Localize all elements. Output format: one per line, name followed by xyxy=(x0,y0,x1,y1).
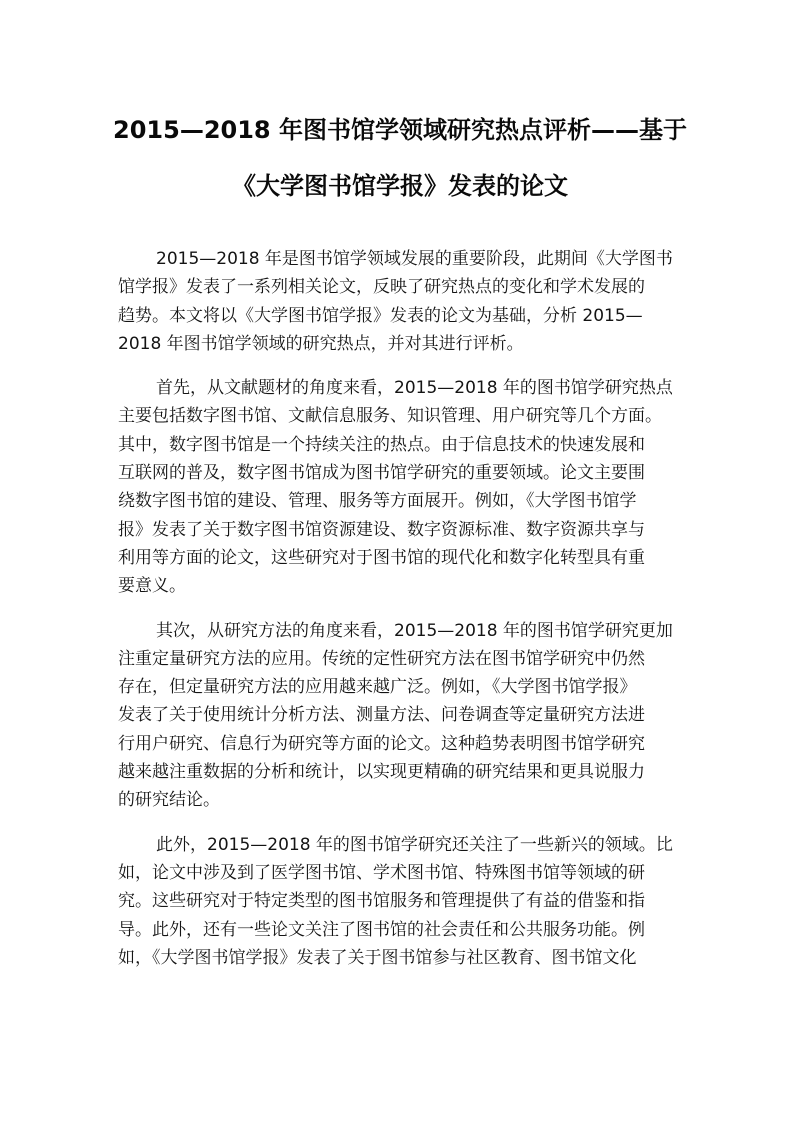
paragraph-line: 绕数字图书馆的建设、管理、服务等方面展开。例如，《大学图书馆学 xyxy=(118,491,637,512)
paragraph-1 xyxy=(118,245,688,358)
document-title-line-1: 2015—2018 年图书馆学领域研究热点评析——基于 xyxy=(113,116,687,144)
paragraph-line: 如，《大学图书馆学报》发表了关于图书馆参与社区教育、图书馆文化 xyxy=(118,947,637,968)
paragraph-line: 其中，数字图书馆是一个持续关注的热点。由于信息技术的快速发展和 xyxy=(118,434,645,455)
paragraph-line: 利用等方面的论文，这些研究对于图书馆的现代化和数字化转型具有重 xyxy=(118,547,645,568)
paragraph-2 xyxy=(118,374,688,600)
paragraph-line: 馆学报》发表了一系列相关论文，反映了研究热点的变化和学术发展的 xyxy=(118,277,645,298)
paragraph-line: 导。此外，还有一些论文关注了图书馆的社会责任和公共服务功能。例 xyxy=(118,919,645,940)
paragraph-line: 越来越注重数据的分析和统计，以实现更精确的研究结果和更具说服力 xyxy=(118,762,645,783)
paragraph-line: 首先，从文献题材的角度来看，2015—2018 年的图书馆学研究热点 xyxy=(156,378,673,399)
paragraph-line: 主要包括数字图书馆、文献信息服务、知识管理、用户研究等几个方面。 xyxy=(118,406,662,427)
paragraph-line: 要意义。 xyxy=(118,576,186,597)
paragraph-4 xyxy=(118,831,688,972)
paragraph-line: 2018 年图书馆学领域的研究热点，并对其进行评析。 xyxy=(118,333,524,354)
paragraph-line: 的研究结论。 xyxy=(118,790,220,811)
paragraph-line: 如，论文中涉及到了医学图书馆、学术图书馆、特殊图书馆等领域的研 xyxy=(118,862,645,883)
paragraph-line: 存在，但定量研究方法的应用越来越广泛。例如，《大学图书馆学报》 xyxy=(118,677,637,698)
paragraph-line: 报》发表了关于数字图书馆资源建设、数字资源标准、数字资源共享与 xyxy=(118,519,645,540)
paragraph-3 xyxy=(118,617,688,815)
paragraph-line: 趋势。本文将以《大学图书馆学报》发表的论文为基础，分析 2015— xyxy=(118,305,643,326)
paragraph-line: 互联网的普及，数字图书馆成为图书馆学研究的重要领域。论文主要围 xyxy=(118,463,645,484)
document-body xyxy=(118,245,688,988)
paragraph-line: 其次，从研究方法的角度来看，2015—2018 年的图书馆学研究更加 xyxy=(156,620,673,641)
paragraph-line: 2015—2018 年是图书馆学领域发展的重要阶段，此期间《大学图书 xyxy=(156,249,673,269)
paragraph-line: 行用户研究、信息行为研究等方面的论文。这种趋势表明图书馆学研究 xyxy=(118,733,645,754)
paragraph-line: 究。这些研究对于特定类型的图书馆服务和管理提供了有益的借鉴和指 xyxy=(118,891,645,912)
document-title-line-2: 《大学图书馆学报》发表的论文 xyxy=(232,172,568,200)
paragraph-line: 此外，2015—2018 年的图书馆学研究还关注了一些新兴的领域。比 xyxy=(156,834,673,855)
paragraph-line: 注重定量研究方法的应用。传统的定性研究方法在图书馆学研究中仍然 xyxy=(118,648,645,669)
paragraph-line: 发表了关于使用统计分析方法、测量方法、问卷调查等定量研究方法进 xyxy=(118,705,645,726)
